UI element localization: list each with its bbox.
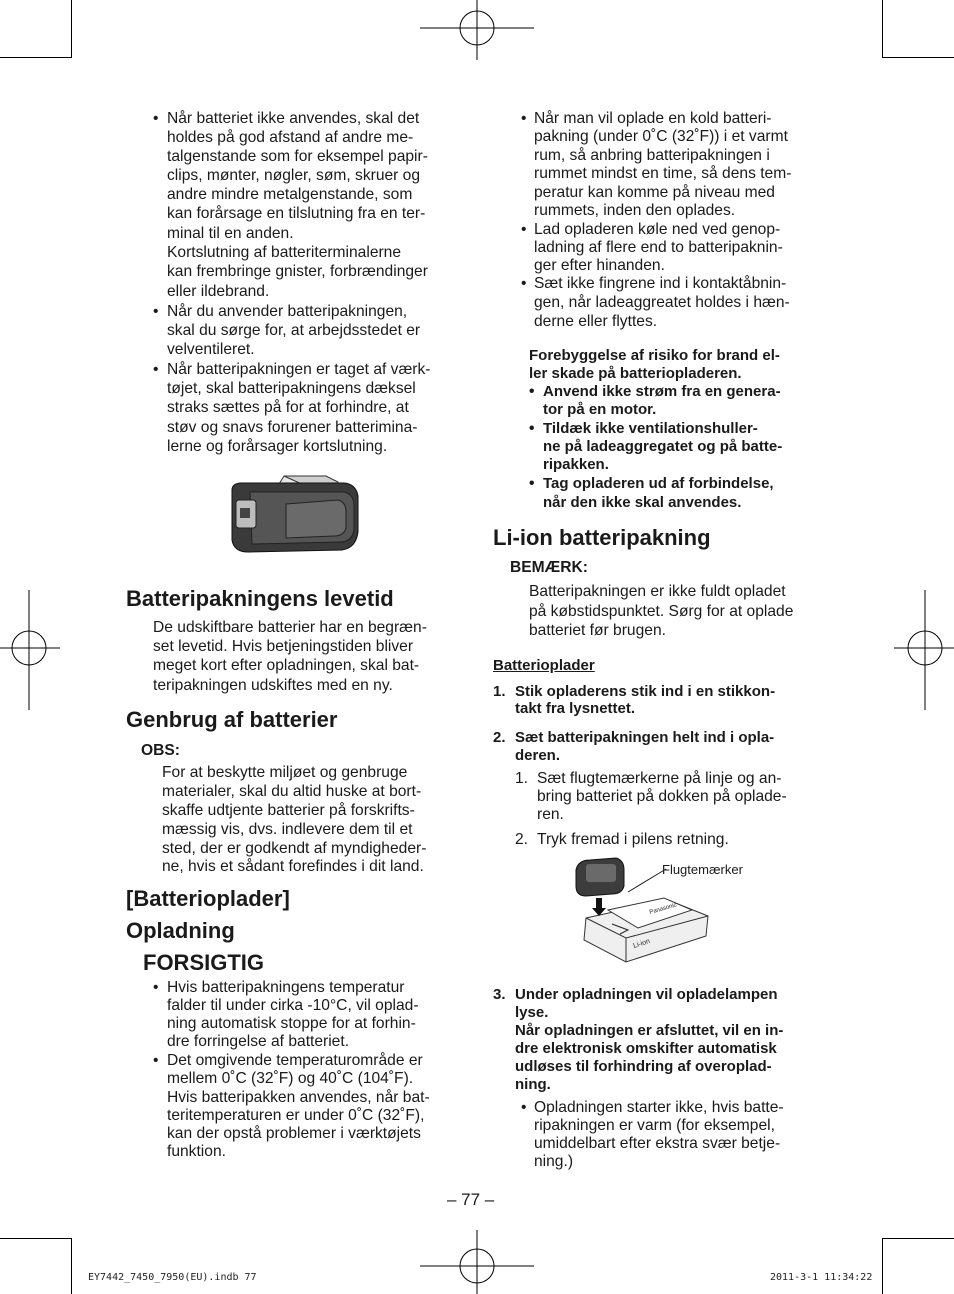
text-line: falder til under cirka -10°C, vil oplad- (167, 997, 419, 1014)
bullet-marker: • (521, 1099, 527, 1116)
text-line: ne på ladeaggregatet og på batte- (543, 438, 783, 455)
text-line: Hvis batteripakningens temperatur (167, 979, 405, 996)
text-line: rum, så anbring batteripakningen i (534, 147, 770, 164)
text-line: kan der opstå problemer i værktøjets (167, 1125, 421, 1142)
text-line: udløses til forhindring af overoplad- (515, 1058, 772, 1075)
figure-label-alignment-marks: Flugtemærker (662, 862, 743, 877)
registration-mark-left (0, 590, 60, 710)
text-line: ladning af flere end to batteripaknin- (534, 239, 783, 256)
bullet-marker: • (521, 275, 527, 292)
text-line: ripakken. (543, 456, 609, 473)
text-line: gen, når ladeaggreatet holdes i hæn- (534, 294, 790, 311)
text-line: Når du anvender batteripakningen, (167, 303, 408, 320)
text-line: Når batteriet ikke anvendes, skal det (167, 110, 420, 127)
text-line: Hvis batteripakken anvendes, når bat- (167, 1089, 430, 1106)
battery-pack-illustration (226, 470, 362, 556)
bullet-marker: • (529, 420, 535, 437)
text-line: på købstidspunktet. Sørg for at oplade (529, 603, 794, 620)
text-line: teritemperaturen er under 0˚C (32˚F), (167, 1107, 425, 1124)
registration-mark-bottom (420, 1230, 534, 1294)
text-line: umiddelbart efter ekstra svær betje- (534, 1135, 781, 1152)
section-title-recycling: Genbrug af batterier (126, 707, 338, 732)
text-line: tor på en motor. (543, 401, 657, 418)
text-line: Sæt batteripakningen helt ind i opla- (515, 729, 775, 746)
text-line: rummets, inden den oplades. (534, 202, 736, 219)
text-line: For at beskytte miljøet og genbruge (162, 764, 408, 781)
text-line: andre mindre metalgenstande, som (167, 186, 413, 203)
bullet-marker: • (153, 1052, 159, 1069)
text-line: derne eller flyttes. (534, 313, 658, 330)
text-line: takt fra lysnettet. (515, 700, 636, 717)
text-line: Sæt ikke fingrene ind i kontaktåbnin- (534, 275, 787, 292)
text-line: dre elektronisk omskifter automatisk (515, 1040, 777, 1057)
text-line: mellem 0˚C (32˚F) og 40˚C (104˚F). (167, 1070, 414, 1087)
charger-model-label: Li-ion (632, 937, 651, 950)
text-line: støv og snavs forurener batterimina- (167, 419, 418, 436)
text-line: Når batteripakningen er taget af værk- (167, 361, 431, 378)
text-line: teripakningen udskiftes med en ny. (153, 677, 393, 694)
text-line: Stik opladerens stik ind i en stikkon- (515, 683, 776, 700)
text-line: talgenstande som for eksempel papir- (167, 148, 428, 165)
bullet-marker: • (153, 303, 159, 320)
text-line: Under opladningen vil opladelampen (515, 986, 778, 1003)
step-number: 1. (493, 683, 506, 700)
text-line: Når opladningen er afsluttet, vil en in- (515, 1022, 784, 1039)
text-line: når den ikke skal anvendes. (543, 494, 742, 511)
section-title-liion: Li-ion batteripakning (493, 525, 711, 550)
text-line: set levetid. Hvis betjeningstiden bliver (153, 638, 414, 655)
bullet-marker: • (529, 475, 535, 492)
text-line: bring batteriet på dokken på oplade- (537, 788, 787, 805)
footer-datetime: 2011-3-1 11:34:22 (770, 1272, 873, 1283)
text-line: kan forårsage en tilslutning fra en ter- (167, 205, 426, 222)
text-line: peratur kan komme på niveau med (534, 184, 775, 201)
text-line: Det omgivende temperaturområde er (167, 1052, 423, 1069)
bullet-marker: • (153, 110, 159, 127)
text-line: skal du sørge for, at arbejdsstedet er (167, 322, 421, 339)
bullet-marker: • (153, 361, 159, 378)
text-line: holdes på god afstand af andre me- (167, 129, 414, 146)
text-line: ning. (515, 1076, 551, 1093)
text-line: dre forringelse af batteriet. (167, 1033, 350, 1050)
substep-number: 1. (515, 770, 529, 787)
text-line: Batteripakningen er ikke fuldt opladet (529, 583, 786, 600)
bullet-marker: • (529, 383, 535, 400)
text-line: kan frembringe gnister, forbrændinger (167, 263, 428, 280)
bullet-marker: • (521, 221, 527, 238)
step-number: 3. (493, 986, 506, 1003)
text-line: Tag opladeren ud af forbindelse, (543, 475, 774, 492)
page-number: – 77 – (447, 1190, 495, 1209)
text-line: materialer, skal du altid huske at bort- (162, 783, 422, 800)
text-line: ning.) (534, 1153, 574, 1170)
text-line: Sæt flugtemærkerne på linje og an- (537, 770, 782, 787)
text-line: skaffe udtjente batterier på forskrifts- (162, 802, 415, 819)
text-line: Tryk fremad i pilens retning. (537, 831, 729, 848)
charger-subheading: Batterioplader (493, 657, 595, 674)
text-line: Opladningen starter ikke, hvis batte- (534, 1099, 784, 1116)
bullet-marker: • (153, 979, 159, 996)
text-line: funktion. (167, 1143, 226, 1160)
text-line: tøjet, skal batteripakningens dæksel (167, 380, 416, 397)
bullet-marker: • (521, 110, 527, 127)
charger-brand-label: Panasonic (648, 902, 678, 916)
text-line: lerne og forårsager kortslutning. (167, 438, 388, 455)
section-title-battery-life: Batteripakningens levetid (126, 586, 394, 611)
registration-mark-top (420, 0, 534, 60)
text-line: sted, der er godkendt af myndigheder- (162, 840, 427, 857)
fire-heading-line: Forebyggelse af risiko for brand el- (529, 347, 780, 364)
text-line: ren. (537, 806, 564, 823)
note-label: BEMÆRK: (510, 559, 588, 576)
text-line: De udskiftbare batterier har en begræn- (153, 619, 427, 636)
substep-number: 2. (515, 831, 529, 848)
text-line: deren. (515, 747, 561, 764)
text-line: rummet mindst en time, så dens tem- (534, 165, 792, 182)
text-line: clips, mønter, nøgler, søm, skruer og (167, 167, 421, 184)
text-line: ning automatisk stoppe for at forhin- (167, 1015, 416, 1032)
text-line: pakning (under 0˚C (32˚F)) i et varmt (534, 128, 788, 145)
step-number: 2. (493, 729, 506, 746)
section-title-charger: [Batterioplader] (126, 886, 290, 911)
text-line: Anvend ikke strøm fra en genera- (543, 383, 781, 400)
text-line: Når man vil oplade en kold batteri- (534, 110, 772, 127)
registration-mark-right (894, 590, 954, 710)
text-line: ger efter hinanden. (534, 257, 665, 274)
text-line: eller ildebrand. (167, 283, 270, 300)
section-title-charging: Opladning (126, 918, 235, 943)
text-line: velventileret. (167, 341, 255, 358)
text-line: minal til en anden. (167, 225, 294, 242)
text-line: straks sættes på for at forhindre, at (167, 399, 409, 416)
obs-label: OBS: (141, 742, 180, 759)
text-line: Kortslutning af batteriterminalerne (167, 244, 402, 261)
text-line: lyse. (515, 1004, 549, 1021)
text-line: meget kort efter opladningen, skal bat- (153, 657, 420, 674)
text-line: ne, hvis et sådant forefindes i dit land. (162, 858, 424, 875)
text-line: ripakningen er varm (for eksempel, (534, 1117, 775, 1134)
text-line: Tildæk ikke ventilationshuller- (543, 420, 758, 437)
text-line: batteriet før brugen. (529, 622, 666, 639)
fire-heading-line: ler skade på batteriopladeren. (529, 365, 742, 382)
text-line: mæssig vis, dvs. indlevere dem til et (162, 821, 413, 838)
caution-title: FORSIGTIG (143, 950, 264, 975)
footer-file-info: EY7442_7450_7950(EU).indb 77 (88, 1272, 257, 1283)
text-line: Lad opladeren køle ned ved genop- (534, 221, 781, 238)
